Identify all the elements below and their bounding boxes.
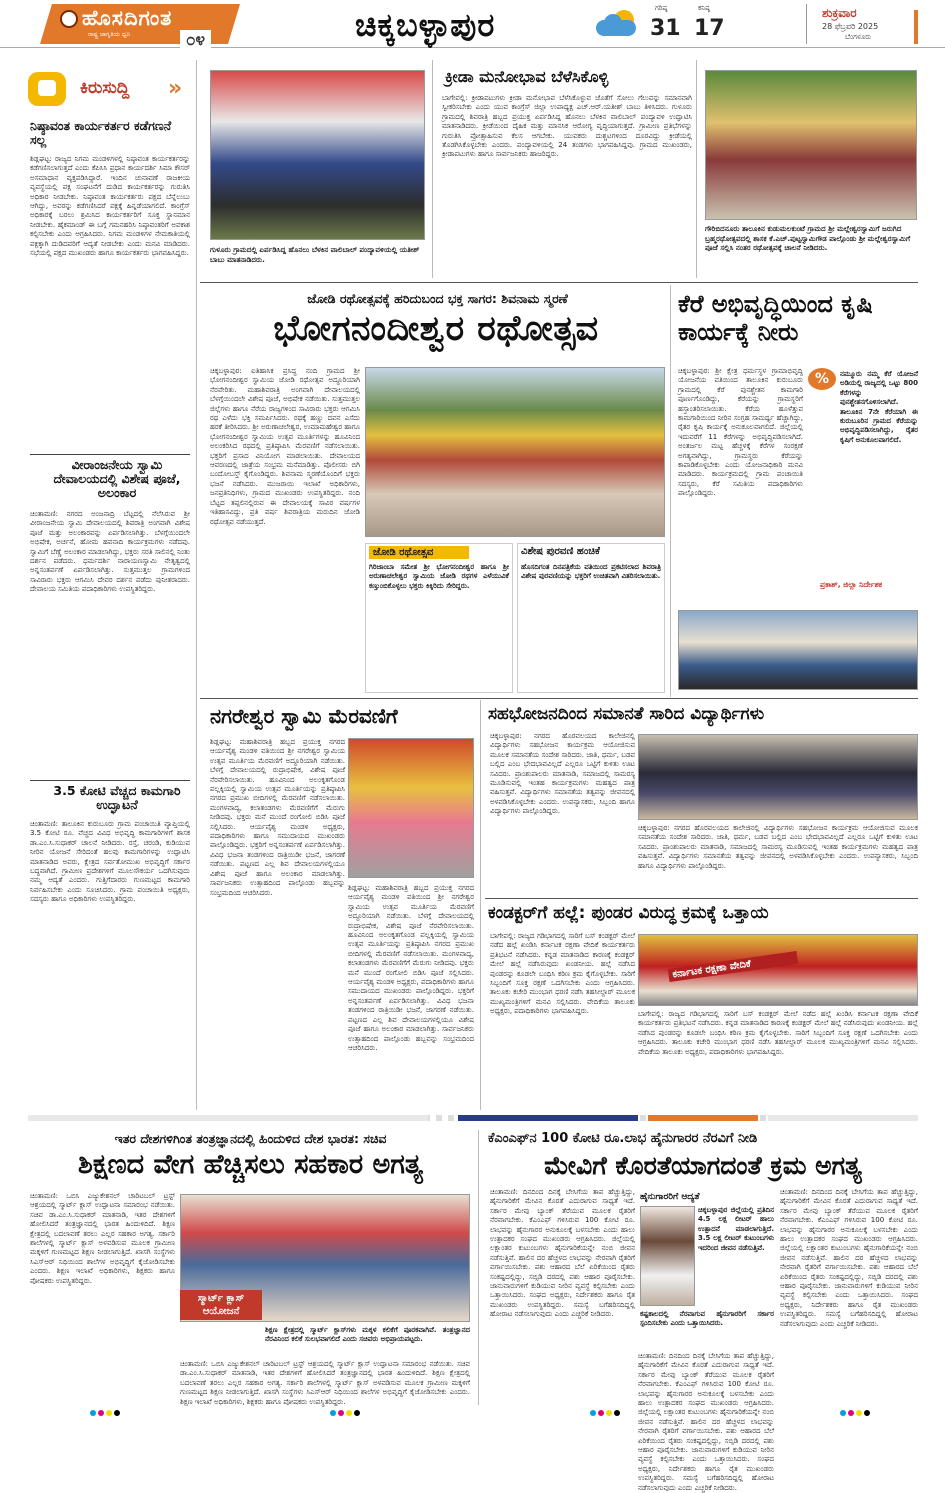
volleyball-caption: ಗುಳೂರು ಗ್ರಾಮದಲ್ಲಿ ಏರ್ಪಡಿಸಿದ್ದ ಹೊನಲು ಬೆಳಕಿನ ವಾಲಿಬಾಲ್ ಪಂದ್ಯಾವಳಿಯಲ್ಲಿ ಯತೀಶ್ ಬಾಬು ಮಾತನಾಡಿದರು. [210,245,420,264]
sports-body: ಬಾಗೇಪಲ್ಲಿ: ಕ್ರೀಡಾಪಟುಗಳು ಕ್ರೀಡಾ ಮನೋಭಾವ ಬೆಳೆಸಿಕೊಳ್ಳುವ ಜೊತೆಗೆ ಸೋಲು ಗೆಲುವನ್ನು ಸಮಾನವಾಗಿ ಸ್ವೀಕರಿಸಬೇಕು ಎಂದು ಯುವ ಕಾಂಗ್ರೆಸ್ ಜಿಲ್ಲಾ ಉಪಾಧ್ಯಕ್ಷ ಎಚ್.ಆರ್.ಯತೀಶ್ ಬಾಬು ತಿಳಿಸಿದರು. ಗುಳೂರು ಗ್ರಾಮದಲ್ಲಿ ಶಿವರಾತ್ರಿ ಹಬ್ಬದ ಪ್ರಯುಕ್ತ ಏರ್ಪಡಿಸಿದ್ದ ಹೊನಲು ಬೆಳಕಿನ ವಾಲಿಬಾಲ್ ಪಂದ್ಯಾವಳಿ ಉದ್ಘಾಟಿಸಿ ಮಾತನಾಡಿದರು. ಕ್ರೀಡೆಯಿಂದ ದೈಹಿಕ ಮತ್ತು ಮಾನಸಿಕ ಆರೋಗ್ಯ ವೃದ್ಧಿಯಾಗುತ್ತದೆ. ಗ್ರಾಮೀಣ ಪ್ರತಿಭೆಗಳನ್ನು ಗುರುತಿಸಿ ಪ್ರೋತ್ಸಾಹಿಸುವ ಕೆಲಸ ಆಗಬೇಕು. ಯುವಕರು ದುಶ್ಚಟಗಳಿಂದ ದೂರವಿದ್ದು ಕ್ರೀಡೆಯಲ್ಲಿ ತೊಡಗಿಸಿಕೊಳ್ಳಬೇಕು ಎಂದರು. ಪಂದ್ಯಾವಳಿಯಲ್ಲಿ 24 ತಂಡಗಳು ಭಾಗವಹಿಸಿದ್ದವು. ಗ್ರಾಮದ ಮುಖಂಡರು, ಕ್ರೀಡಾಪಟುಗಳು ಹಾಗೂ ಸಾರ್ವಜನಿಕರು ಹಾಜರಿದ್ದರು. [442,94,692,159]
max-temp-label: ಗರಿಷ್ಠ [655,4,668,12]
saha-headline: ಸಹಭೋಜನದಿಂದ ಸಮಾನತೆ ಸಾರಿದ ವಿದ್ಯಾರ್ಥಿಗಳು [488,704,765,724]
print-marks [0,1408,945,1418]
kere-body: ಚಿಕ್ಕಬಳ್ಳಾಪುರ: ಶ್ರೀ ಕ್ಷೇತ್ರ ಧರ್ಮಸ್ಥಳ ಗ್ರಾಮಾಭಿವೃದ್ಧಿ ಯೋಜನೆಯ ವತಿಯಿಂದ ತಾಲೂಕಿನ ಕುರುಬೂರು ಗ್ರಾಮದಲ್ಲಿ ಕೆರೆ ಪುನಶ್ಚೇತನ ಕಾಮಗಾರಿ ಪೂರ್ಣಗೊಂಡಿದ್ದು, ಕೆರೆಯನ್ನು ಗ್ರಾಮಸ್ಥರಿಗೆ ಹಸ್ತಾಂತರಿಸಲಾಯಿತು. ಕೆರೆಯ ಹೂಳೆತ್ತುವ ಕಾಮಗಾರಿಯಿಂದ ನೀರಿನ ಸಂಗ್ರಹ ಸಾಮರ್ಥ್ಯ ಹೆಚ್ಚಾಗಿದ್ದು, ರೈತರ ಕೃಷಿ ಕಾರ್ಯಕ್ಕೆ ಅನುಕೂಲವಾಗಲಿದೆ. ಜಿಲ್ಲೆಯಲ್ಲಿ ಇದುವರೆಗೆ 11 ಕೆರೆಗಳನ್ನು ಅಭಿವೃದ್ಧಿಪಡಿಸಲಾಗಿದೆ. ಅಂತರ್ಜಲ ಮಟ್ಟ ಹೆಚ್ಚಳಕ್ಕೆ ಕೆರೆಗಳ ಸಂರಕ್ಷಣೆ ಅಗತ್ಯವಾಗಿದ್ದು, ಗ್ರಾಮಸ್ಥರು ಕೆರೆಯನ್ನು ಕಾಪಾಡಿಕೊಳ್ಳಬೇಕು ಎಂದು ಯೋಜನಾಧಿಕಾರಿ ಮನವಿ ಮಾಡಿದರು. ಕಾರ್ಯಕ್ರಮದಲ್ಲಿ ಗ್ರಾಮ ಪಂಚಾಯಿತಿ ಸದಸ್ಯರು, ಕೆರೆ ಸಮಿತಿಯ ಪದಾಧಿಕಾರಿಗಳು ಪಾಲ್ಗೊಂಡಿದ್ದರು. [678,367,803,498]
kere-headline: ಕೆರೆ ಅಭಿವೃದ್ಧಿಯಿಂದ ಕೃಷಿ ಕಾರ್ಯಕ್ಕೆ ನೀರು [678,290,873,347]
students-photo [638,734,918,820]
mevu-body-1: ಚಿಂತಾಮಣಿ: ದಿನದಿಂದ ದಿನಕ್ಕೆ ಬೇಸಿಗೆಯ ತಾಪ ಹೆಚ್ಚುತ್ತಿದ್ದು, ಹೈನುಗಾರಿಕೆಗೆ ಮೇವಿನ ಕೊರತೆ ಎದುರಾಗುವ ಸಾಧ್ಯತೆ ಇದೆ. ಸರ್ಕಾರ ಮೇವು ಬ್ಯಾಂಕ್ ತೆರೆಯುವ ಮೂಲಕ ರೈತರಿಗೆ ನೆರವಾಗಬೇಕು. ಕೆಎಂಎಫ್ ಗಳಿಸಿರುವ 100 ಕೋಟಿ ರೂ. ಲಾಭವನ್ನು ಹೈನುಗಾರರ ಅನುಕೂಲಕ್ಕೆ ಬಳಸಬೇಕು ಎಂದು ಹಾಲು ಉತ್ಪಾದಕರ ಸಂಘದ ಮುಖಂಡರು ಆಗ್ರಹಿಸಿದರು. ಜಿಲ್ಲೆಯಲ್ಲಿ ಲಕ್ಷಾಂತರ ಕುಟುಂಬಗಳು ಹೈನುಗಾರಿಕೆಯನ್ನೇ ನಂಬಿ ಜೀವನ ನಡೆಸುತ್ತಿವೆ. ಹಾಲಿನ ದರ ಹೆಚ್ಚಳದ ಲಾಭವನ್ನು ನೇರವಾಗಿ ರೈತರಿಗೆ ವರ್ಗಾಯಿಸಬೇಕು. ಪಶು ಆಹಾರದ ಬೆಲೆ ಏರಿಕೆಯಿಂದ ರೈತರು ಸಂಕಷ್ಟದಲ್ಲಿದ್ದು, ಸಬ್ಸಿಡಿ ದರದಲ್ಲಿ ಪಶು ಆಹಾರ ಪೂರೈಸಬೇಕು. ಜಾನುವಾರುಗಳಿಗೆ ಕುಡಿಯುವ ನೀರಿನ ವ್ಯವಸ್ಥೆ ಕಲ್ಪಿಸಬೇಕು ಎಂದು ಒತ್ತಾಯಿಸಿದರು. ಸಂಘದ ಅಧ್ಯಕ್ಷರು, ನಿರ್ದೇಶಕರು ಹಾಗೂ ರೈತ ಮುಖಂಡರು ಉಪಸ್ಥಿತರಿದ್ದರು. ಸಮಸ್ಯೆ ಬಗೆಹರಿಸದಿದ್ದಲ್ಲಿ ಹೋರಾಟ ನಡೆಸಲಾಗುವುದು ಎಂದು ಎಚ್ಚರಿಕೆ ನೀಡಿದರು. [490,1188,635,1319]
date: 28 ಫೆಬ್ರವರಿ 2025 [822,22,879,31]
lead-kicker: ಜೋಡಿ ರಥೋತ್ಸವಕ್ಕೆ ಹರಿದುಬಂದ ಭಕ್ತ ಸಾಗರ: ಶಿವನಾಮ ಸ್ಮರಣೆ [307,291,568,306]
portrait-caption: ಕಷ್ಟಕಾಲದಲ್ಲಿ ನೆರವಾಗುವ ಹೈನುಗಾರರಿಗೆ ಸರ್ಕಾರ ಸ್ಪಂದಿಸಬೇಕು ಎಂದು ಒತ್ತಾಯಿಸಿದರು. [640,1310,774,1328]
col1-headline-1: ನಿಷ್ಠಾವಂತ ಕಾರ್ಯಕರ್ತರ ಕಡೆಗಣನೆ ಸಲ್ಲ [30,118,172,147]
kandak-body: ಬಾಗೇಪಲ್ಲಿ: ರಾಜ್ಯದ ಗಡಿಭಾಗದಲ್ಲಿ ಸಾರಿಗೆ ಬಸ್ ಕಂಡಕ್ಟರ್ ಮೇಲೆ ನಡೆದ ಹಲ್ಲೆ ಖಂಡಿಸಿ ಕರ್ನಾಟಕ ರಕ್ಷಣಾ ವೇದಿಕೆ ಕಾರ್ಯಕರ್ತರು ಪ್ರತಿಭಟನೆ ನಡೆಸಿದರು. ಕನ್ನಡ ಮಾತನಾಡಿದ ಕಾರಣಕ್ಕೆ ಕಂಡಕ್ಟರ್ ಮೇಲೆ ಹಲ್ಲೆ ನಡೆಸಿರುವುದು ಖಂಡನೀಯ. ಹಲ್ಲೆ ನಡೆಸಿದ ಪುಂಡರನ್ನು ಕೂಡಲೇ ಬಂಧಿಸಿ ಕಠಿಣ ಕ್ರಮ ಕೈಗೊಳ್ಳಬೇಕು. ಸಾರಿಗೆ ಸಿಬ್ಬಂದಿಗೆ ಸೂಕ್ತ ರಕ್ಷಣೆ ಒದಗಿಸಬೇಕು ಎಂದು ಆಗ್ರಹಿಸಿದರು. ತಾಲೂಕು ಕಚೇರಿ ಮುಂಭಾಗ ಧರಣಿ ನಡೆಸಿ ತಹಸೀಲ್ದಾರ್ ಮೂಲಕ ಮುಖ್ಯಮಂತ್ರಿಗಳಿಗೆ ಮನವಿ ಸಲ್ಲಿಸಿದರು. ವೇದಿಕೆಯ ತಾಲೂಕು ಅಧ್ಯಕ್ಷರು, ಪದಾಧಿಕಾರಿಗಳು ಭಾಗವಹಿಸಿದ್ದರು. [490,932,635,1016]
nagaresh-body-1: ಶಿಡ್ಲಘಟ್ಟ: ಮಹಾಶಿವರಾತ್ರಿ ಹಬ್ಬದ ಪ್ರಯುಕ್ತ ನಗರದ ಆರ್ಯವೈಶ್ಯ ಮಂಡಳಿ ವತಿಯಿಂದ ಶ್ರೀ ನಗರೇಶ್ವರ ಸ್ವಾಮಿಯ ಉತ್ಸವ ಮೂರ್ತಿಯ ಮೆರವಣಿಗೆ ಅದ್ಧೂರಿಯಾಗಿ ನಡೆಯಿತು. ಬೆಳಗ್ಗೆ ದೇವಾಲಯದಲ್ಲಿ ರುದ್ರಾಭಿಷೇಕ, ವಿಶೇಷ ಪೂಜೆ ನೆರವೇರಿಸಲಾಯಿತು. ಹೂವಿನಿಂದ ಅಲಂಕೃತಗೊಂಡ ಪಲ್ಲಕ್ಕಿಯಲ್ಲಿ ಸ್ವಾಮಿಯ ಉತ್ಸವ ಮೂರ್ತಿಯನ್ನು ಪ್ರತಿಷ್ಠಾಪಿಸಿ ನಗರದ ಪ್ರಮುಖ ಬೀದಿಗಳಲ್ಲಿ ಮೆರವಣಿಗೆ ನಡೆಸಲಾಯಿತು. ಮಂಗಳವಾದ್ಯ, ಕಲಾತಂಡಗಳು ಮೆರವಣಿಗೆಗೆ ಮೆರುಗು ನೀಡಿದವು. ಭಕ್ತರು ಮನೆ ಮುಂದೆ ರಂಗೋಲಿ ಬಿಡಿಸಿ ಪೂಜೆ ಸಲ್ಲಿಸಿದರು. ಆರ್ಯವೈಶ್ಯ ಮಂಡಳಿ ಅಧ್ಯಕ್ಷರು, ಪದಾಧಿಕಾರಿಗಳು ಹಾಗೂ ಸಮುದಾಯದ ಮುಖಂಡರು ಪಾಲ್ಗೊಂಡಿದ್ದರು. ಭಕ್ತರಿಗೆ ಅನ್ನಸಂತರ್ಪಣೆ ಏರ್ಪಡಿಸಲಾಗಿತ್ತು. ವಿವಿಧ ಭಜನಾ ತಂಡಗಳಿಂದ ರಾತ್ರಿಯಿಡೀ ಭಜನೆ, ಜಾಗರಣೆ ನಡೆಯಿತು. ಪಟ್ಟಣದ ಎಲ್ಲ ಶಿವ ದೇವಾಲಯಗಳಲ್ಲಿಯೂ ವಿಶೇಷ ಪೂಜೆ ಹಾಗೂ ಅಲಂಕಾರ ಮಾಡಲಾಗಿತ್ತು. ಸಾರ್ವಜನಿಕರು ಉತ್ಸಾಹದಿಂದ ಪಾಲ್ಗೊಂಡು ಹಬ್ಬವನ್ನು ಸಂಭ್ರಮದಿಂದ ಆಚರಿಸಿದರು. [210,738,345,897]
shikshana-body-2: ಚಿಂತಾಮಣಿ: ಒಬಿಸಿ ಎಜ್ಯುಕೇಶನಲ್ ಚಾರಿಟಬಲ್ ಟ್ರಸ್ಟ್ ಆಶ್ರಯದಲ್ಲಿ ಸ್ಮಾರ್ಟ್ ಕ್ಲಾಸ್ ಉದ್ಘಾಟನಾ ಸಮಾರಂಭ ನಡೆಯಿತು. ಸಚಿವ ಡಾ.ಎಂ.ಸಿ.ಸುಧಾಕರ್ ಮಾತನಾಡಿ, ಇತರ ದೇಶಗಳಿಗೆ ಹೋಲಿಸಿದರೆ ತಂತ್ರಜ್ಞಾನದಲ್ಲಿ ಭಾರತ ಹಿಂದುಳಿದಿದೆ. ಶಿಕ್ಷಣ ಕ್ಷೇತ್ರದಲ್ಲಿ ಬದಲಾವಣೆ ತರಲು ಎಲ್ಲರ ಸಹಕಾರ ಅಗತ್ಯ. ಸರ್ಕಾರಿ ಶಾಲೆಗಳಲ್ಲಿ ಸ್ಮಾರ್ಟ್ ಕ್ಲಾಸ್ ಅಳವಡಿಸುವ ಮೂಲಕ ಗ್ರಾಮೀಣ ಮಕ್ಕಳಿಗೆ ಗುಣಮಟ್ಟದ ಶಿಕ್ಷಣ ನೀಡಲಾಗುತ್ತಿದೆ. ಖಾಸಗಿ ಸಂಸ್ಥೆಗಳು ಸಿಎಸ್‌ಆರ್ ನಿಧಿಯಿಂದ ಶಾಲೆಗಳ ಅಭಿವೃದ್ಧಿಗೆ ಕೈಜೋಡಿಸಬೇಕು ಎಂದರು. ಶಿಕ್ಷಣ ಇಲಾಖೆ ಅಧಿಕಾರಿಗಳು, ಶಿಕ್ಷಕರು ಹಾಗೂ ಪೋಷಕರು ಉಪಸ್ಥಿತರಿದ್ದರು. [180,1360,470,1406]
lead-headline: ಭೋಗನಂದೀಶ್ವರ ರಥೋತ್ಸವ [273,309,599,349]
mevu-headline: ಮೇವಿಗೆ ಕೊರತೆಯಾಗದಂತೆ ಕ್ರಮ ಅಗತ್ಯ [544,1151,862,1180]
puravani-box-body: ಹೊಸದಿಗಂತ ದಿನಪತ್ರಿಕೆಯ ವತಿಯಿಂದ ಪ್ರಕಟಿಸಲಾದ ಶಿವರಾತ್ರಿ ವಿಶೇಷ ಪುರವಣಿಯನ್ನು ಭಕ್ತರಿಗೆ ಉಚಿತವಾಗಿ ವಿತರಿಸಲಾಯಿತು. [521,563,661,581]
chevron-icon: » [168,76,183,101]
portrait-photo [640,1206,695,1306]
col1-body-2: ಚಿಂತಾಮಣಿ: ನಗರದ ಅಂಜನಾದ್ರಿ ಬೆಟ್ಟದಲ್ಲಿ ನೆಲೆಸಿರುವ ಶ್ರೀ ವೀರಾಂಜನೇಯ ಸ್ವಾಮಿ ದೇವಾಲಯದಲ್ಲಿ ಶಿವರಾತ್ರಿ ಅಂಗವಾಗಿ ವಿಶೇಷ ಪೂಜೆ ಮತ್ತು ಅಲಂಕಾರವನ್ನು ಏರ್ಪಡಿಸಲಾಗಿತ್ತು. ಬೆಳಗ್ಗೆಯಿಂದಲೇ ಅಭಿಷೇಕ, ಅರ್ಚನೆ, ಹೋಮ ಹವನಾದಿ ಕಾರ್ಯಕ್ರಮಗಳು ನಡೆದವು. ಸ್ವಾಮಿಗೆ ಬೆಣ್ಣೆ ಅಲಂಕಾರ ಮಾಡಲಾಗಿದ್ದು, ಭಕ್ತರು ಸರತಿ ಸಾಲಿನಲ್ಲಿ ನಿಂತು ದರ್ಶನ ಪಡೆದರು. ಧರ್ಮದರ್ಶಿ ನಾರಾಯಣಸ್ವಾಮಿ ನೇತೃತ್ವದಲ್ಲಿ ಅನ್ನಸಂತರ್ಪಣೆ ಏರ್ಪಡಿಸಲಾಗಿತ್ತು. ಸುತ್ತಮುತ್ತಲ ಗ್ರಾಮಗಳಿಂದ ಸಾವಿರಾರು ಭಕ್ತರು ಆಗಮಿಸಿ ದೇವರ ದರ್ಶನ ಪಡೆದು ಪುನೀತರಾದರು. ದೇವಾಲಯ ಸಮಿತಿಯ ಪದಾಧಿಕಾರಿಗಳು ಉಪಸ್ಥಿತರಿದ್ದರು. [30,510,190,594]
nagaresh-headline: ನಗರೇಶ್ವರ ಸ್ವಾಮಿ ಮೆರವಣಿಗೆ [210,704,398,728]
weather-cloud-icon [596,10,640,38]
logo-emblem-icon [60,10,78,28]
sports-headline: ಕ್ರೀಡಾ ಮನೋಭಾವ ಬೆಳೆಸಿಕೊಳ್ಳಿ [445,67,609,86]
jodi-box-body: ಗಿರಿಜಾಂಬಾ ಸಮೇತ ಶ್ರೀ ಭೋಗನಂದೀಶ್ವರ ಹಾಗೂ ಶ್ರೀ ಅರುಣಾಚಲೇಶ್ವರ ಸ್ವಾಮಿಯ ಜೋಡಿ ರಥಗಳ ಎಳೆಯುವಿಕೆ ಕಣ್ತುಂಬಿಕೊಳ್ಳಲು ಭಕ್ತರು ಕಿಕ್ಕಿರಿದು ಸೇರಿದ್ದರು. [369,563,509,590]
mevu-kicker: ಕೆಎಂಎಫ್‌ನ 100 ಕೋಟಿ ರೂ.ಲಾಭ ಹೈನುಗಾರರ ನೆರವಿಗೆ ನೀಡಿ [488,1131,758,1146]
shikshana-kicker: ಇತರ ದೇಶಗಳಿಗಿಂತ ತಂತ್ರಜ್ಞಾನದಲ್ಲಿ ಹಿಂದುಳಿದ ದೇಶ ಭಾರತ: ಸಚಿವ [114,1131,387,1146]
city: ಬೆಂಗಳೂರು [845,33,872,41]
kandak-body-2: ಬಾಗೇಪಲ್ಲಿ: ರಾಜ್ಯದ ಗಡಿಭಾಗದಲ್ಲಿ ಸಾರಿಗೆ ಬಸ್ ಕಂಡಕ್ಟರ್ ಮೇಲೆ ನಡೆದ ಹಲ್ಲೆ ಖಂಡಿಸಿ ಕರ್ನಾಟಕ ರಕ್ಷಣಾ ವೇದಿಕೆ ಕಾರ್ಯಕರ್ತರು ಪ್ರತಿಭಟನೆ ನಡೆಸಿದರು. ಕನ್ನಡ ಮಾತನಾಡಿದ ಕಾರಣಕ್ಕೆ ಕಂಡಕ್ಟರ್ ಮೇಲೆ ಹಲ್ಲೆ ನಡೆಸಿರುವುದು ಖಂಡನೀಯ. ಹಲ್ಲೆ ನಡೆಸಿದ ಪುಂಡರನ್ನು ಕೂಡಲೇ ಬಂಧಿಸಿ ಕಠಿಣ ಕ್ರಮ ಕೈಗೊಳ್ಳಬೇಕು. ಸಾರಿಗೆ ಸಿಬ್ಬಂದಿಗೆ ಸೂಕ್ತ ರಕ್ಷಣೆ ಒದಗಿಸಬೇಕು ಎಂದು ಆಗ್ರಹಿಸಿದರು. ತಾಲೂಕು ಕಚೇರಿ ಮುಂಭಾಗ ಧರಣಿ ನಡೆಸಿ ತಹಸೀಲ್ದಾರ್ ಮೂಲಕ ಮುಖ್ಯಮಂತ್ರಿಗಳಿಗೆ ಮನವಿ ಸಲ್ಲಿಸಿದರು. ವೇದಿಕೆಯ ತಾಲೂಕು ಅಧ್ಯಕ್ಷರು, ಪದಾಧಿಕಾರಿಗಳು ಭಾಗವಹಿಸಿದ್ದರು. [638,1010,918,1056]
col1-body-1: ಶಿಡ್ಲಘಟ್ಟ: ರಾಜ್ಯದ ನಿಗಮ ಮಂಡಳಿಗಳಲ್ಲಿ ನಿಷ್ಠಾವಂತ ಕಾರ್ಯಕರ್ತರನ್ನು ಕಡೆಗಣಿಸಲಾಗುತ್ತದೆ ಎಂದು ಕೆಪಿಸಿಸಿ ಪ್ರಧಾನ ಕಾರ್ಯದರ್ಶಿ ಸಿಮಾ ಕೌಸರ್ ಅಸಮಾಧಾನ ವ್ಯಕ್ತಪಡಿಸಿದ್ದಾರೆ. ಇಂದಿನ ಚುನಾವಣೆ ರಾಜಕೀಯ ವ್ಯವಸ್ಥೆಯಲ್ಲಿ ಪಕ್ಷ ಸಂಘಟನೆಗೆ ದುಡಿದ ಕಾರ್ಯಕರ್ತರನ್ನು ಗುರುತಿಸಿ ಅಧಿಕಾರ ನೀಡಬೇಕು. ನಿಷ್ಠಾವಂತ ಕಾರ್ಯಕರ್ತರು ಪಕ್ಷದ ಬೆನ್ನೆಲುಬು ಆಗಿದ್ದು, ಅವರನ್ನು ಕಡೆಗಣಿಸಿದರೆ ಪಕ್ಷಕ್ಕೆ ಹಿನ್ನಡೆಯಾಗಲಿದೆ. ಕಾಂಗ್ರೆಸ್ ಅಧಿಕಾರಕ್ಕೆ ಬರಲು ಶ್ರಮಿಸಿದ ಕಾರ್ಯಕರ್ತರಿಗೆ ಸೂಕ್ತ ಸ್ಥಾನಮಾನ ನೀಡಬೇಕು. ಹೈಕಮಾಂಡ್ ಈ ಬಗ್ಗೆ ಗಮನಹರಿಸಿ ನಿಷ್ಠಾವಂತರಿಗೆ ಅವಕಾಶ ಕಲ್ಪಿಸಬೇಕು ಎಂದು ಆಗ್ರಹಿಸಿದರು. ನಿಗಮ ಮಂಡಳಿಗಳ ನೇಮಕಾತಿಯಲ್ಲಿ ಪಕ್ಷಕ್ಕಾಗಿ ದುಡಿದವರಿಗೆ ಆದ್ಯತೆ ನೀಡಬೇಕು ಎಂದು ಮನವಿ ಮಾಡಿದರು. ಸಭೆಯಲ್ಲಿ ಪಕ್ಷದ ಮುಖಂಡರು ಹಾಗೂ ಕಾರ್ಯಕರ್ತರು ಭಾಗವಹಿಸಿದ್ದರು. [30,155,190,258]
nagaresh-photo [348,738,474,878]
smartclass-box-title: ಸ್ಮಾರ್ಟ್ ಕ್ಲಾಸ್ ಆಯೋಜನೆ [180,1290,262,1320]
day: ಶುಕ್ರವಾರ [822,6,857,20]
max-temp: 31 [650,16,681,41]
mevu-body-3: ಚಿಂತಾಮಣಿ: ದಿನದಿಂದ ದಿನಕ್ಕೆ ಬೇಸಿಗೆಯ ತಾಪ ಹೆಚ್ಚುತ್ತಿದ್ದು, ಹೈನುಗಾರಿಕೆಗೆ ಮೇವಿನ ಕೊರತೆ ಎದುರಾಗುವ ಸಾಧ್ಯತೆ ಇದೆ. ಸರ್ಕಾರ ಮೇವು ಬ್ಯಾಂಕ್ ತೆರೆಯುವ ಮೂಲಕ ರೈತರಿಗೆ ನೆರವಾಗಬೇಕು. ಕೆಎಂಎಫ್ ಗಳಿಸಿರುವ 100 ಕೋಟಿ ರೂ. ಲಾಭವನ್ನು ಹೈನುಗಾರರ ಅನುಕೂಲಕ್ಕೆ ಬಳಸಬೇಕು ಎಂದು ಹಾಲು ಉತ್ಪಾದಕರ ಸಂಘದ ಮುಖಂಡರು ಆಗ್ರಹಿಸಿದರು. ಜಿಲ್ಲೆಯಲ್ಲಿ ಲಕ್ಷಾಂತರ ಕುಟುಂಬಗಳು ಹೈನುಗಾರಿಕೆಯನ್ನೇ ನಂಬಿ ಜೀವನ ನಡೆಸುತ್ತಿವೆ. ಹಾಲಿನ ದರ ಹೆಚ್ಚಳದ ಲಾಭವನ್ನು ನೇರವಾಗಿ ರೈತರಿಗೆ ವರ್ಗಾಯಿಸಬೇಕು. ಪಶು ಆಹಾರದ ಬೆಲೆ ಏರಿಕೆಯಿಂದ ರೈತರು ಸಂಕಷ್ಟದಲ್ಲಿದ್ದು, ಸಬ್ಸಿಡಿ ದರದಲ್ಲಿ ಪಶು ಆಹಾರ ಪೂರೈಸಬೇಕು. ಜಾನುವಾರುಗಳಿಗೆ ಕುಡಿಯುವ ನೀರಿನ ವ್ಯವಸ್ಥೆ ಕಲ್ಪಿಸಬೇಕು ಎಂದು ಒತ್ತಾಯಿಸಿದರು. ಸಂಘದ ಅಧ್ಯಕ್ಷರು, ನಿರ್ದೇಶಕರು ಹಾಗೂ ರೈತ ಮುಖಂಡರು ಉಪಸ್ಥಿತರಿದ್ದರು. ಸಮಸ್ಯೆ ಬಗೆಹರಿಸದಿದ್ದಲ್ಲಿ ಹೋರಾಟ ನಡೆಸಲಾಗುವುದು ಎಂದು ಎಚ್ಚರಿಕೆ ನೀಡಿದರು. [780,1188,918,1328]
smartclass-box-body: ಶಿಕ್ಷಣ ಕ್ಷೇತ್ರದಲ್ಲಿ ಸ್ಮಾರ್ಟ್ ಕ್ಲಾಸ್‌ಗಳು ಮಕ್ಕಳ ಕಲಿಕೆಗೆ ಪೂರಕವಾಗಿವೆ. ತಂತ್ರಜ್ಞಾನದ ನೆರವಿನಿಂದ ಕಲಿಕೆ ಸುಲಭವಾಗಲಿದೆ ಎಂದು ಸಚಿವರು ಅಭಿಪ್ರಾಯಪಟ್ಟರು. [265,1326,470,1344]
col1-headline-3: 3.5 ಕೋಟಿ ವೆಚ್ಚದ ಕಾಮಗಾರಿ ಉದ್ಘಾಟನೆ [53,783,181,812]
shikshana-headline: ಶಿಕ್ಷಣದ ವೇಗ ಹೆಚ್ಚಿಸಲು ಸಹಕಾರ ಅಗತ್ಯ [78,1149,423,1180]
kere-photo [678,610,918,690]
hainugarike-box-body: ಚಿಕ್ಕಬಳ್ಳಾಪುರ ಜಿಲ್ಲೆಯಲ್ಲಿ ಪ್ರತಿದಿನ 4.5 ಲಕ್ಷ ಲೀಟರ್ ಹಾಲು ಉತ್ಪಾದನೆ ಮಾಡಲಾಗುತ್ತಿದೆ. 3.5 ಲಕ್ಷ ಲೀಟರ್ ಕುಟುಂಬಗಳು ಇದರಿಂದ ಜೀವನ ನಡೆಸುತ್ತಿವೆ. [698,1206,774,1252]
jodi-box-title: ಜೋಡಿ ರಥೋತ್ಸವ [369,546,469,559]
col1-body-3: ಚಿಂತಾಮಣಿ: ತಾಲೂಕಿನ ಕುರುಬೂರು ಗ್ರಾಮ ಪಂಚಾಯಿತಿ ವ್ಯಾಪ್ತಿಯಲ್ಲಿ 3.5 ಕೋಟಿ ರೂ. ವೆಚ್ಚದ ವಿವಿಧ ಅಭಿವೃದ್ಧಿ ಕಾಮಗಾರಿಗಳಿಗೆ ಶಾಸಕ ಡಾ.ಎಂ.ಸಿ.ಸುಧಾಕರ್ ಚಾಲನೆ ನೀಡಿದರು. ರಸ್ತೆ, ಚರಂಡಿ, ಕುಡಿಯುವ ನೀರಿನ ಯೋಜನೆ ಸೇರಿದಂತೆ ಹಲವು ಕಾಮಗಾರಿಗಳನ್ನು ಉದ್ಘಾಟಿಸಿ ಮಾತನಾಡಿದ ಅವರು, ಕ್ಷೇತ್ರದ ಸರ್ವತೋಮುಖ ಅಭಿವೃದ್ಧಿಗೆ ಸರ್ಕಾರ ಬದ್ಧವಾಗಿದೆ. ಗ್ರಾಮೀಣ ಪ್ರದೇಶಗಳಿಗೆ ಮೂಲಸೌಕರ್ಯ ಒದಗಿಸುವುದು ನಮ್ಮ ಆದ್ಯತೆ ಎಂದರು. ಗುತ್ತಿಗೆದಾರರು ಗುಣಮಟ್ಟದ ಕಾಮಗಾರಿ ನಿರ್ವಹಿಸಬೇಕು ಎಂದು ಸೂಚಿಸಿದರು. ಗ್ರಾಮ ಪಂಚಾಯಿತಿ ಅಧ್ಯಕ್ಷರು, ಸದಸ್ಯರು ಹಾಗೂ ಅಧಿಕಾರಿಗಳು ಉಪಸ್ಥಿತರಿದ್ದರು. [30,820,190,904]
puravani-box-title: ವಿಶೇಷ ಪುರವಣಿ ಹಂಚಿಕೆ [521,546,600,557]
min-temp-label: ಕನಿಷ್ಠ [698,4,710,12]
protest-banner-text: ಕರ್ನಾಟಕ ರಕ್ಷಣಾ ವೇದಿಕೆ [668,951,799,982]
kere-byline: ಪ್ರಕಾಶ್, ಜಿಲ್ಲಾ ನಿರ್ದೇಶಕ [820,580,883,589]
kirusuddi-banner [28,70,188,110]
district-title: ಚಿಕ್ಕಬಳ್ಳಾಪುರ [355,6,496,44]
logo-text: ಹೊಸದಿಗಂತ [82,6,173,30]
page-number: ೦೪ [180,30,211,50]
kirusuddi-label: ಕಿರುಸುದ್ದಿ [80,78,130,98]
mevu-body-2: ಚಿಂತಾಮಣಿ: ದಿನದಿಂದ ದಿನಕ್ಕೆ ಬೇಸಿಗೆಯ ತಾಪ ಹೆಚ್ಚುತ್ತಿದ್ದು, ಹೈನುಗಾರಿಕೆಗೆ ಮೇವಿನ ಕೊರತೆ ಎದುರಾಗುವ ಸಾಧ್ಯತೆ ಇದೆ. ಸರ್ಕಾರ ಮೇವು ಬ್ಯಾಂಕ್ ತೆರೆಯುವ ಮೂಲಕ ರೈತರಿಗೆ ನೆರವಾಗಬೇಕು. ಕೆಎಂಎಫ್ ಗಳಿಸಿರುವ 100 ಕೋಟಿ ರೂ. ಲಾಭವನ್ನು ಹೈನುಗಾರರ ಅನುಕೂಲಕ್ಕೆ ಬಳಸಬೇಕು ಎಂದು ಹಾಲು ಉತ್ಪಾದಕರ ಸಂಘದ ಮುಖಂಡರು ಆಗ್ರಹಿಸಿದರು. ಜಿಲ್ಲೆಯಲ್ಲಿ ಲಕ್ಷಾಂತರ ಕುಟುಂಬಗಳು ಹೈನುಗಾರಿಕೆಯನ್ನೇ ನಂಬಿ ಜೀವನ ನಡೆಸುತ್ತಿವೆ. ಹಾಲಿನ ದರ ಹೆಚ್ಚಳದ ಲಾಭವನ್ನು ನೇರವಾಗಿ ರೈತರಿಗೆ ವರ್ಗಾಯಿಸಬೇಕು. ಪಶು ಆಹಾರದ ಬೆಲೆ ಏರಿಕೆಯಿಂದ ರೈತರು ಸಂಕಷ್ಟದಲ್ಲಿದ್ದು, ಸಬ್ಸಿಡಿ ದರದಲ್ಲಿ ಪಶು ಆಹಾರ ಪೂರೈಸಬೇಕು. ಜಾನುವಾರುಗಳಿಗೆ ಕುಡಿಯುವ ನೀರಿನ ವ್ಯವಸ್ಥೆ ಕಲ್ಪಿಸಬೇಕು ಎಂದು ಒತ್ತಾಯಿಸಿದರು. ಸಂಘದ ಅಧ್ಯಕ್ಷರು, ನಿರ್ದೇಶಕರು ಹಾಗೂ ರೈತ ಮುಖಂಡರು ಉಪಸ್ಥಿತರಿದ್ದರು. ಸಮಸ್ಯೆ ಬಗೆಹರಿಸದಿದ್ದಲ್ಲಿ ಹೋರಾಟ ನಡೆಸಲಾಗುವುದು ಎಂದು ಎಚ್ಚರಿಕೆ ನೀಡಿದರು. [638,1352,774,1492]
orange-edge [914,10,918,44]
rathotsava-photo [365,367,665,537]
kere-fact-text: ನಮ್ಮೂರು ನಮ್ಮ ಕೆರೆ ಯೋಜನೆ ಅಡಿಯಲ್ಲಿ ರಾಜ್ಯದಲ್ಲಿ ಒಟ್ಟು 800 ಕೆರೆಗಳನ್ನು ಪುನಶ್ಚೇತನಗೊಳಿಸಲಾಗಿದೆ. ತಾಲೂಕಿನ 7ನೇ ಕೆರೆಯಾಗಿ ಈ ಕುರುಬೂರಿನ ಗ್ರಾಮದ ಕೆರೆಯನ್ನು ಅಭಿವೃದ್ಧಿಪಡಿಸಲಾಗಿದ್ದು, ರೈತರ ಕೃಷಿಗೆ ಅನುಕೂಲವಾಗಲಿದೆ. [840,370,918,444]
col1-headline-2: ವೀರಾಂಜನೇಯ ಸ್ವಾಮಿ ದೇವಾಲಯದಲ್ಲಿ ವಿಶೇಷ ಪೂಜೆ, ಅಲಂಕಾರ [53,457,181,500]
chariot-caption: ಗೌರಿಬಿದನೂರು ತಾಲೂಕಿನ ಕುಡುಮಲಕುಂಟೆ ಗ್ರಾಮದ ಶ್ರೀ ಮಲ್ಲೇಶ್ವರಸ್ವಾಮಿಗೆ ಜರುಗಿದ ಬ್ರಹ್ಮರಥೋತ್ಸವದಲ್ಲಿ ಶಾಸಕ ಕೆ.ಎಚ್.ಪುಟ್ಟಸ್ವಾಮಿಗೌಡ ಪಾಲ್ಗೊಂಡು ಶ್ರೀ ಮಲ್ಲೇಶ್ವರಸ್ವಾಮಿಗೆ ಪೂಜೆ ಸಲ್ಲಿಸಿ ನಂತರ ರಥೋತ್ಸವಕ್ಕೆ ಚಾಲನೆ ನೀಡಿದರು. [705,224,911,253]
volleyball-photo [210,70,425,240]
saha-body-2: ಚಿಕ್ಕಬಳ್ಳಾಪುರ: ನಗರದ ಹೊರವಲಯದ ಕಾಲೇಜಿನಲ್ಲಿ ವಿದ್ಯಾರ್ಥಿಗಳು ಸಹಭೋಜನ ಕಾರ್ಯಕ್ರಮ ಆಯೋಜಿಸುವ ಮೂಲಕ ಸಮಾನತೆಯ ಸಂದೇಶ ಸಾರಿದರು. ಜಾತಿ, ಧರ್ಮ, ಬಡವ ಬಲ್ಲಿದ ಎಂಬ ಭೇದಭಾವವಿಲ್ಲದೆ ಎಲ್ಲರೂ ಒಟ್ಟಿಗೆ ಕುಳಿತು ಊಟ ಸವಿದರು. ಪ್ರಾಂಶುಪಾಲರು ಮಾತನಾಡಿ, ಸಮಾಜದಲ್ಲಿ ಸಾಮರಸ್ಯ ಮೂಡಿಸುವಲ್ಲಿ ಇಂತಹ ಕಾರ್ಯಕ್ರಮಗಳು ಮಹತ್ವದ ಪಾತ್ರ ವಹಿಸುತ್ತವೆ. ವಿದ್ಯಾರ್ಥಿಗಳು ಸಮಾನತೆಯ ತತ್ವವನ್ನು ಜೀವನದಲ್ಲಿ ಅಳವಡಿಸಿಕೊಳ್ಳಬೇಕು ಎಂದರು. ಉಪನ್ಯಾಸಕರು, ಸಿಬ್ಬಂದಿ ಹಾಗೂ ವಿದ್ಯಾರ್ಥಿಗಳು ಪಾಲ್ಗೊಂಡಿದ್ದರು. [638,824,918,870]
lead-body: ಚಿಕ್ಕಬಳ್ಳಾಪುರ: ಐತಿಹಾಸಿಕ ಪ್ರಸಿದ್ಧ ನಂದಿ ಗ್ರಾಮದ ಶ್ರೀ ಭೋಗನಂದೀಶ್ವರ ಸ್ವಾಮಿಯ ಜೋಡಿ ರಥೋತ್ಸವ ಅದ್ಧೂರಿಯಾಗಿ ನೆರವೇರಿತು. ಮಹಾಶಿವರಾತ್ರಿ ಅಂಗವಾಗಿ ದೇವಾಲಯದಲ್ಲಿ ಬೆಳಗ್ಗೆಯಿಂದಲೇ ವಿಶೇಷ ಪೂಜೆ, ಅಭಿಷೇಕ ನಡೆಯಿತು. ಸುತ್ತಮುತ್ತಲ ಜಿಲ್ಲೆಗಳು ಹಾಗೂ ನೆರೆಯ ರಾಜ್ಯಗಳಿಂದ ಸಾವಿರಾರು ಭಕ್ತರು ಆಗಮಿಸಿ ರಥ ಎಳೆದು ಭಕ್ತಿ ಸಮರ್ಪಿಸಿದರು. ರಥಕ್ಕೆ ಹಣ್ಣು ದವನ ಎಸೆದು ಹರಕೆ ತೀರಿಸಿದರು. ಶ್ರೀ ಅರುಣಾಚಲೇಶ್ವರ, ಉಮಾಮಹೇಶ್ವರ ಹಾಗೂ ಭೋಗನಂದೀಶ್ವರ ಸ್ವಾಮಿಯ ಉತ್ಸವ ಮೂರ್ತಿಗಳನ್ನು ಹೂವಿನಿಂದ ಅಲಂಕರಿಸಿದ ರಥದಲ್ಲಿ ಪ್ರತಿಷ್ಠಾಪಿಸಿ ಮೆರವಣಿಗೆ ನಡೆಸಲಾಯಿತು. ಭಕ್ತರಿಗೆ ಪ್ರಸಾದ ವಿನಿಯೋಗ ಮಾಡಲಾಯಿತು. ದೇವಾಲಯದ ಆವರಣದಲ್ಲಿ ಜಾತ್ರೆಯ ಸಂಭ್ರಮ ಮನೆಮಾಡಿತ್ತು. ಪೊಲೀಸರು ಬಿಗಿ ಬಂದೋಬಸ್ತ್ ಕೈಗೊಂಡಿದ್ದರು. ಶಿವನಾಮ ಸ್ಮರಣೆಯೊಂದಿಗೆ ಭಕ್ತರು ಭಜನೆ ನಡೆಸಿದರು. ಮುಜರಾಯಿ ಇಲಾಖೆ ಅಧಿಕಾರಿಗಳು, ಜನಪ್ರತಿನಿಧಿಗಳು, ಗ್ರಾಮದ ಮುಖಂಡರು ಉಪಸ್ಥಿತರಿದ್ದರು. ನಂದಿ ಬೆಟ್ಟದ ತಪ್ಪಲಿನಲ್ಲಿರುವ ಈ ದೇವಾಲಯಕ್ಕೆ ಸಾವಿರ ವರ್ಷಗಳ ಇತಿಹಾಸವಿದ್ದು, ಪ್ರತಿ ವರ್ಷ ಶಿವರಾತ್ರಿಯ ಮರುದಿನ ಜೋಡಿ ರಥೋತ್ಸವ ನಡೆಯುತ್ತದೆ. [210,367,360,526]
percent-icon: % [808,368,836,390]
hainugarike-box-title: ಹೈನುಗಾರರಿಗೆ ಆದ್ಯತೆ [640,1192,700,1202]
logo-tagline: ರಾಷ್ಟ್ರ ಜಾಗೃತಿಯ ಧ್ವನಿ [88,31,131,38]
saha-body: ಚಿಕ್ಕಬಳ್ಳಾಪುರ: ನಗರದ ಹೊರವಲಯದ ಕಾಲೇಜಿನಲ್ಲಿ ವಿದ್ಯಾರ್ಥಿಗಳು ಸಹಭೋಜನ ಕಾರ್ಯಕ್ರಮ ಆಯೋಜಿಸುವ ಮೂಲಕ ಸಮಾನತೆಯ ಸಂದೇಶ ಸಾರಿದರು. ಜಾತಿ, ಧರ್ಮ, ಬಡವ ಬಲ್ಲಿದ ಎಂಬ ಭೇದಭಾವವಿಲ್ಲದೆ ಎಲ್ಲರೂ ಒಟ್ಟಿಗೆ ಕುಳಿತು ಊಟ ಸವಿದರು. ಪ್ರಾಂಶುಪಾಲರು ಮಾತನಾಡಿ, ಸಮಾಜದಲ್ಲಿ ಸಾಮರಸ್ಯ ಮೂಡಿಸುವಲ್ಲಿ ಇಂತಹ ಕಾರ್ಯಕ್ರಮಗಳು ಮಹತ್ವದ ಪಾತ್ರ ವಹಿಸುತ್ತವೆ. ವಿದ್ಯಾರ್ಥಿಗಳು ಸಮಾನತೆಯ ತತ್ವವನ್ನು ಜೀವನದಲ್ಲಿ ಅಳವಡಿಸಿಕೊಳ್ಳಬೇಕು ಎಂದರು. ಉಪನ್ಯಾಸಕರು, ಸಿಬ್ಬಂದಿ ಹಾಗೂ ವಿದ್ಯಾರ್ಥಿಗಳು ಪಾಲ್ಗೊಂಡಿದ್ದರು. [490,732,635,816]
shikshana-body: ಚಿಂತಾಮಣಿ: ಒಬಿಸಿ ಎಜ್ಯುಕೇಶನಲ್ ಚಾರಿಟಬಲ್ ಟ್ರಸ್ಟ್ ಆಶ್ರಯದಲ್ಲಿ ಸ್ಮಾರ್ಟ್ ಕ್ಲಾಸ್ ಉದ್ಘಾಟನಾ ಸಮಾರಂಭ ನಡೆಯಿತು. ಸಚಿವ ಡಾ.ಎಂ.ಸಿ.ಸುಧಾಕರ್ ಮಾತನಾಡಿ, ಇತರ ದೇಶಗಳಿಗೆ ಹೋಲಿಸಿದರೆ ತಂತ್ರಜ್ಞಾನದಲ್ಲಿ ಭಾರತ ಹಿಂದುಳಿದಿದೆ. ಶಿಕ್ಷಣ ಕ್ಷೇತ್ರದಲ್ಲಿ ಬದಲಾವಣೆ ತರಲು ಎಲ್ಲರ ಸಹಕಾರ ಅಗತ್ಯ. ಸರ್ಕಾರಿ ಶಾಲೆಗಳಲ್ಲಿ ಸ್ಮಾರ್ಟ್ ಕ್ಲಾಸ್ ಅಳವಡಿಸುವ ಮೂಲಕ ಗ್ರಾಮೀಣ ಮಕ್ಕಳಿಗೆ ಗುಣಮಟ್ಟದ ಶಿಕ್ಷಣ ನೀಡಲಾಗುತ್ತಿದೆ. ಖಾಸಗಿ ಸಂಸ್ಥೆಗಳು ಸಿಎಸ್‌ಆರ್ ನಿಧಿಯಿಂದ ಶಾಲೆಗಳ ಅಭಿವೃದ್ಧಿಗೆ ಕೈಜೋಡಿಸಬೇಕು ಎಂದರು. ಶಿಕ್ಷಣ ಇಲಾಖೆ ಅಧಿಕಾರಿಗಳು, ಶಿಕ್ಷಕರು ಹಾಗೂ ಪೋಷಕರು ಉಪಸ್ಥಿತರಿದ್ದರು. [30,1192,175,1285]
chariot-photo [705,70,917,220]
kandak-headline: ಕಂಡಕ್ಟರ್‌ಗೆ ಹಲ್ಲೆ: ಪುಂಡರ ವಿರುದ್ಧ ಕ್ರಮಕ್ಕೆ ಒತ್ತಾಯ [488,903,769,923]
min-temp: 17 [694,16,725,41]
masthead [0,0,945,48]
nagaresh-body-2: ಶಿಡ್ಲಘಟ್ಟ: ಮಹಾಶಿವರಾತ್ರಿ ಹಬ್ಬದ ಪ್ರಯುಕ್ತ ನಗರದ ಆರ್ಯವೈಶ್ಯ ಮಂಡಳಿ ವತಿಯಿಂದ ಶ್ರೀ ನಗರೇಶ್ವರ ಸ್ವಾಮಿಯ ಉತ್ಸವ ಮೂರ್ತಿಯ ಮೆರವಣಿಗೆ ಅದ್ಧೂರಿಯಾಗಿ ನಡೆಯಿತು. ಬೆಳಗ್ಗೆ ದೇವಾಲಯದಲ್ಲಿ ರುದ್ರಾಭಿಷೇಕ, ವಿಶೇಷ ಪೂಜೆ ನೆರವೇರಿಸಲಾಯಿತು. ಹೂವಿನಿಂದ ಅಲಂಕೃತಗೊಂಡ ಪಲ್ಲಕ್ಕಿಯಲ್ಲಿ ಸ್ವಾಮಿಯ ಉತ್ಸವ ಮೂರ್ತಿಯನ್ನು ಪ್ರತಿಷ್ಠಾಪಿಸಿ ನಗರದ ಪ್ರಮುಖ ಬೀದಿಗಳಲ್ಲಿ ಮೆರವಣಿಗೆ ನಡೆಸಲಾಯಿತು. ಮಂಗಳವಾದ್ಯ, ಕಲಾತಂಡಗಳು ಮೆರವಣಿಗೆಗೆ ಮೆರುಗು ನೀಡಿದವು. ಭಕ್ತರು ಮನೆ ಮುಂದೆ ರಂಗೋಲಿ ಬಿಡಿಸಿ ಪೂಜೆ ಸಲ್ಲಿಸಿದರು. ಆರ್ಯವೈಶ್ಯ ಮಂಡಳಿ ಅಧ್ಯಕ್ಷರು, ಪದಾಧಿಕಾರಿಗಳು ಹಾಗೂ ಸಮುದಾಯದ ಮುಖಂಡರು ಪಾಲ್ಗೊಂಡಿದ್ದರು. ಭಕ್ತರಿಗೆ ಅನ್ನಸಂತರ್ಪಣೆ ಏರ್ಪಡಿಸಲಾಗಿತ್ತು. ವಿವಿಧ ಭಜನಾ ತಂಡಗಳಿಂದ ರಾತ್ರಿಯಿಡೀ ಭಜನೆ, ಜಾಗರಣೆ ನಡೆಯಿತು. ಪಟ್ಟಣದ ಎಲ್ಲ ಶಿವ ದೇವಾಲಯಗಳಲ್ಲಿಯೂ ವಿಶೇಷ ಪೂಜೆ ಹಾಗೂ ಅಲಂಕಾರ ಮಾಡಲಾಗಿತ್ತು. ಸಾರ್ವಜನಿಕರು ಉತ್ಸಾಹದಿಂದ ಪಾಲ್ಗೊಂಡು ಹಬ್ಬವನ್ನು ಸಂಭ್ರಮದಿಂದ ಆಚರಿಸಿದರು. [348,884,474,1052]
